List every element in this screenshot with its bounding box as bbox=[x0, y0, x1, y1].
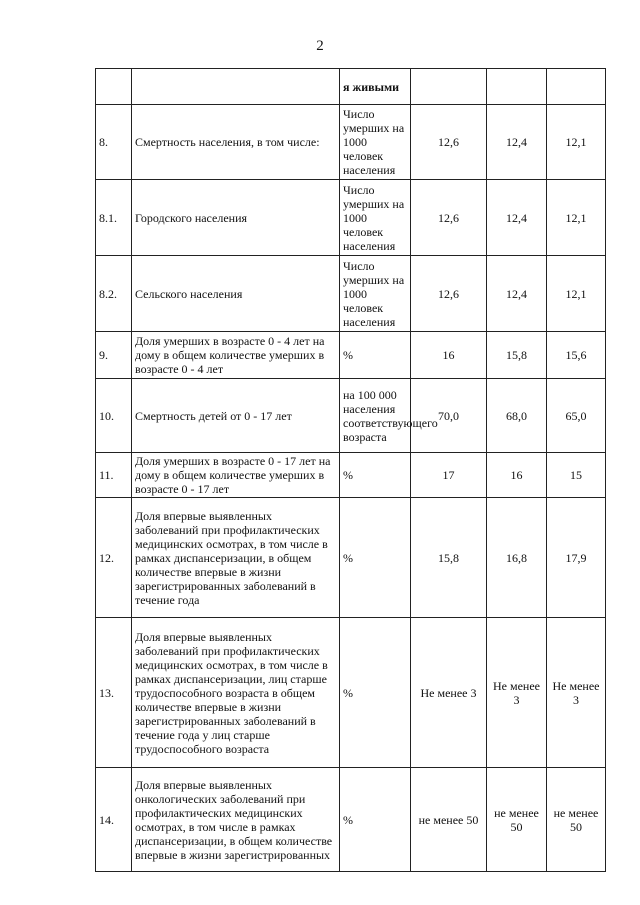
unit: % bbox=[340, 618, 411, 768]
value-year-2: 12,4 bbox=[487, 105, 547, 180]
value-year-3: 15,6 bbox=[547, 332, 606, 379]
table-row bbox=[96, 498, 606, 618]
value-year-1: 12,6 bbox=[411, 256, 487, 332]
table-row bbox=[96, 105, 606, 180]
indicator-name: Доля впервые выявленных заболеваний при профилактических медицинских осмотрах, в том числе в рамках диспансеризации, лиц старше трудоспособного возраста в общем количестве впервые в жизни зарегистрированных заболеваний в течение года у лиц старше трудоспособного возраста bbox=[132, 618, 340, 768]
table-row bbox=[96, 332, 606, 379]
row-number: 12. bbox=[96, 498, 132, 618]
indicator-name: Сельского населения bbox=[132, 256, 340, 332]
value-year-1: не менее 50 bbox=[411, 768, 487, 872]
value-year-1: 12,6 bbox=[411, 180, 487, 256]
value-year-1: 17 bbox=[411, 453, 487, 498]
page-number: 2 bbox=[316, 38, 324, 54]
value-year-1: Не менее 3 bbox=[411, 618, 487, 768]
indicator-name: Смертность детей от 0 - 17 лет bbox=[132, 379, 340, 453]
value-year-3: 12,1 bbox=[547, 256, 606, 332]
value-year-2: 68,0 bbox=[487, 379, 547, 453]
value-cell bbox=[411, 69, 487, 105]
indicator-name: Доля впервые выявленных онкологических заболеваний при профилактических медицинских осмотрах, в том числе в рамках диспансеризации, в общем количестве впервые в жизни зарегистрированных bbox=[132, 768, 340, 872]
unit: % bbox=[340, 768, 411, 872]
unit: Число умерших на 1000 человек населения bbox=[340, 180, 411, 256]
value-year-1: 16 bbox=[411, 332, 487, 379]
value-year-3: 15 bbox=[547, 453, 606, 498]
row-number: 8.1. bbox=[96, 180, 132, 256]
unit: на 100 000 населения соответствующего возраста bbox=[340, 379, 411, 453]
value-year-2: не менее 50 bbox=[487, 768, 547, 872]
value-year-1: 70,0 bbox=[411, 379, 487, 453]
unit: Число умерших на 1000 человек населения bbox=[340, 105, 411, 180]
value-year-3: 65,0 bbox=[547, 379, 606, 453]
indicator-name: Доля умерших в возрасте 0 - 17 лет на дому в общем количестве умерших в возрасте 0 - 17 лет bbox=[132, 453, 340, 498]
unit: % bbox=[340, 453, 411, 498]
value-year-3: Не менее 3 bbox=[547, 618, 606, 768]
table-row bbox=[96, 768, 606, 872]
indicator-name: Смертность населения, в том числе: bbox=[132, 105, 340, 180]
indicator-name: Городского населения bbox=[132, 180, 340, 256]
value-year-2: 12,4 bbox=[487, 256, 547, 332]
row-number-cell bbox=[96, 69, 132, 105]
indicator-name: Доля умерших в возрасте 0 - 4 лет на дому в общем количестве умерших в возрасте 0 - 4 лет bbox=[132, 332, 340, 379]
unit: Число умерших на 1000 человек населения bbox=[340, 256, 411, 332]
table-row bbox=[96, 180, 606, 256]
table-row bbox=[96, 379, 606, 453]
value-year-3: не менее 50 bbox=[547, 768, 606, 872]
value-year-2: 16 bbox=[487, 453, 547, 498]
table-row bbox=[96, 256, 606, 332]
row-number: 9. bbox=[96, 332, 132, 379]
table-row bbox=[96, 453, 606, 498]
row-number: 10. bbox=[96, 379, 132, 453]
row-number: 8. bbox=[96, 105, 132, 180]
unit: % bbox=[340, 332, 411, 379]
row-number: 13. bbox=[96, 618, 132, 768]
indicators-table bbox=[95, 68, 606, 872]
value-year-2: 15,8 bbox=[487, 332, 547, 379]
value-year-3: 12,1 bbox=[547, 105, 606, 180]
table-row-continuation bbox=[96, 69, 606, 105]
table-row bbox=[96, 618, 606, 768]
value-cell bbox=[487, 69, 547, 105]
value-cell bbox=[547, 69, 606, 105]
row-number: 11. bbox=[96, 453, 132, 498]
value-year-3: 12,1 bbox=[547, 180, 606, 256]
value-year-2: Не менее 3 bbox=[487, 618, 547, 768]
indicator-name: Доля впервые выявленных заболеваний при профилактических медицинских осмотрах, в том числе в рамках диспансеризации, в общем количестве впервые в жизни зарегистрированных заболеваний в течение года bbox=[132, 498, 340, 618]
value-year-1: 12,6 bbox=[411, 105, 487, 180]
row-number: 8.2. bbox=[96, 256, 132, 332]
indicator-name-cell bbox=[132, 69, 340, 105]
unit: % bbox=[340, 498, 411, 618]
value-year-2: 16,8 bbox=[487, 498, 547, 618]
value-year-2: 12,4 bbox=[487, 180, 547, 256]
row-number: 14. bbox=[96, 768, 132, 872]
value-year-3: 17,9 bbox=[547, 498, 606, 618]
unit-cell: я живыми bbox=[340, 69, 411, 105]
value-year-1: 15,8 bbox=[411, 498, 487, 618]
